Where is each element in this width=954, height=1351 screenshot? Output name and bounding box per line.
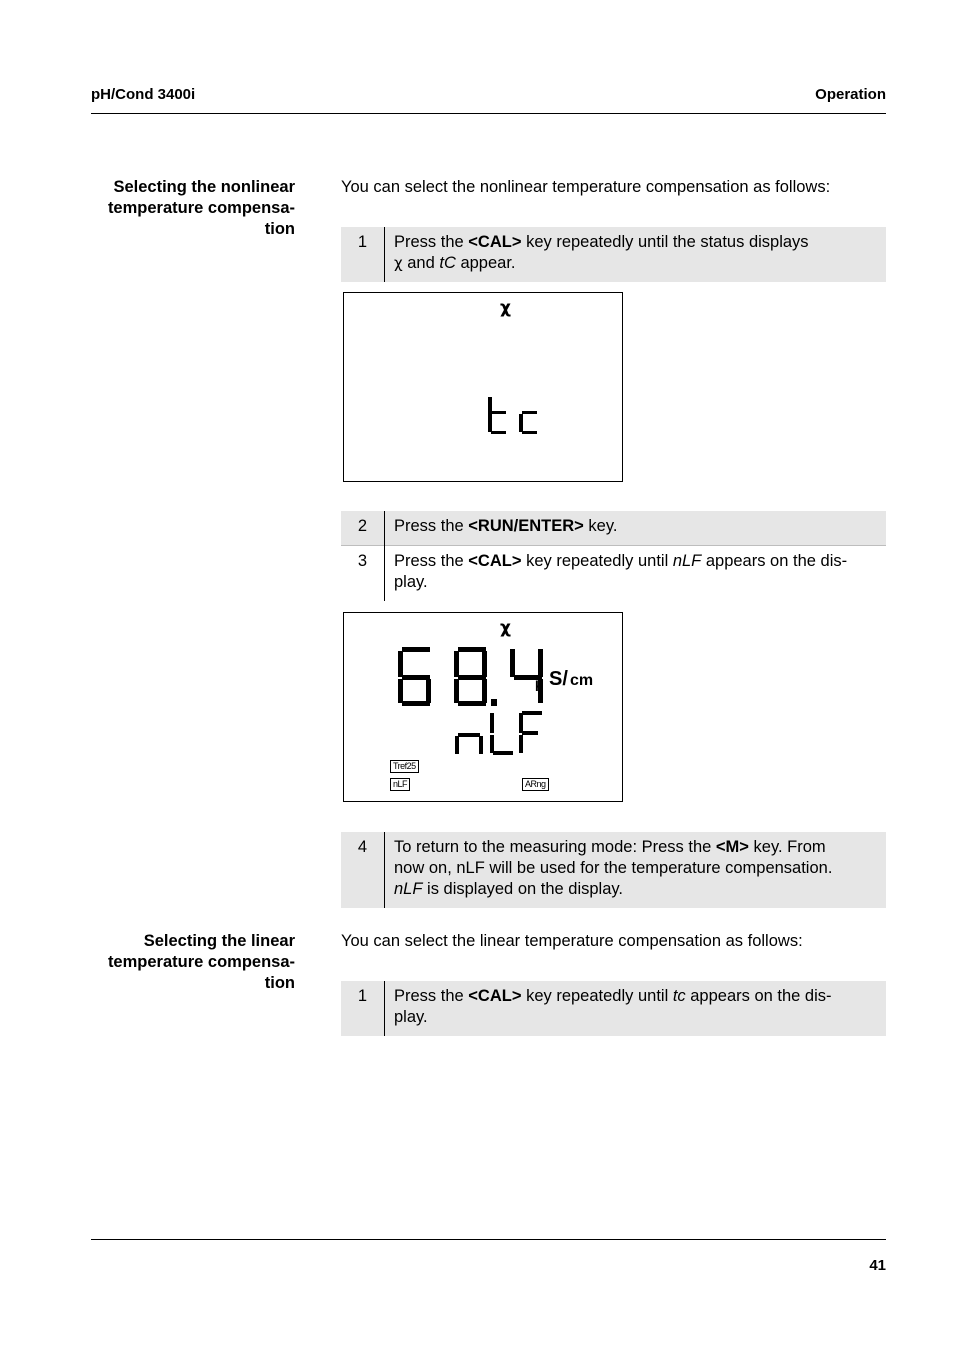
- unit-mu: µ: [535, 675, 544, 691]
- step-row: [341, 546, 886, 602]
- step-text: [385, 511, 887, 546]
- status-code: nLF: [672, 552, 702, 570]
- status-code: tC: [439, 254, 456, 272]
- lcd-symbol-x: χ: [500, 618, 511, 638]
- step-text-part: is displayed on the display.: [422, 880, 623, 898]
- side-title-line: Selecting the linear: [143, 932, 295, 950]
- page-number: 41: [869, 1257, 886, 1274]
- step-text-part: key repeatedly until: [521, 987, 673, 1005]
- step-text-part: now on, nLF will be used for the temperature compensation.: [394, 859, 833, 877]
- section1-side-title: [91, 177, 295, 240]
- side-title-line: Selecting the nonlinear: [113, 178, 295, 196]
- step-text-part: Press the: [394, 233, 469, 251]
- key-label: <CAL>: [468, 987, 522, 1005]
- lcd-tc-segments: [344, 293, 622, 481]
- step-row: [341, 511, 886, 546]
- tag-tref25: Tref25: [390, 760, 419, 773]
- step-text: [385, 981, 887, 1036]
- step-text-part: key. From: [748, 838, 826, 856]
- tag-nlf: nLF: [390, 778, 410, 791]
- side-title-line: temperature compensa-: [107, 199, 295, 217]
- step-number: 3: [341, 546, 385, 602]
- step-number: 1: [341, 981, 385, 1036]
- step-row: [341, 832, 886, 908]
- step-text: [385, 546, 887, 602]
- step-text-part: key.: [583, 517, 618, 535]
- key-label: <CAL>: [468, 552, 522, 570]
- lcd-symbol-x: χ: [500, 298, 511, 318]
- step-text-part: Press the: [394, 517, 469, 535]
- header-right: Operation: [815, 86, 886, 103]
- unit-cm: cm: [570, 672, 594, 689]
- section1-intro: You can select the nonlinear temperature compensation as follows:: [341, 178, 831, 196]
- step-text-part: To return to the measuring mode: Press the: [394, 838, 716, 856]
- temperature-compensation-icon: χ: [394, 254, 403, 272]
- status-code: nLF: [394, 880, 423, 898]
- key-label: <RUN/ENTER>: [468, 517, 584, 535]
- tag-arng: ARng: [522, 778, 549, 791]
- section2-intro: You can select the linear temperature compensation as follows:: [341, 932, 803, 950]
- step-row: [341, 981, 886, 1036]
- step-text: [385, 227, 887, 282]
- key-label: <M>: [715, 838, 749, 856]
- section2-side-title: [91, 931, 295, 994]
- step-text-part: and: [402, 254, 440, 272]
- step-text-part: key repeatedly until the status displays: [521, 233, 809, 251]
- lcd-display-tc: [343, 292, 623, 482]
- header-rule: [91, 113, 886, 114]
- unit-s: S/: [549, 668, 568, 690]
- header-left: pH/Cond 3400i: [91, 86, 196, 103]
- lcd-value-segments: [344, 613, 622, 801]
- step-text-part: Press the: [394, 987, 469, 1005]
- key-label: <CAL>: [468, 233, 522, 251]
- side-title-line: tion: [264, 220, 295, 238]
- footer-rule: [91, 1239, 886, 1240]
- step-text-part: appears on the dis-: [685, 987, 832, 1005]
- status-code: tc: [672, 987, 686, 1005]
- step-number: 4: [341, 832, 385, 908]
- step-text-part: play.: [394, 573, 428, 591]
- side-title-line: temperature compensa-: [107, 953, 295, 971]
- step-number: 1: [341, 227, 385, 282]
- step-row: [341, 227, 886, 282]
- step-number: 2: [341, 511, 385, 546]
- steps-table-a: [341, 227, 886, 282]
- step-text-part: play.: [394, 1008, 428, 1026]
- steps-table-d: [341, 981, 886, 1036]
- steps-table-c: [341, 832, 886, 908]
- step-text-part: appears on the dis-: [701, 552, 848, 570]
- step-text-part: key repeatedly until: [521, 552, 673, 570]
- step-text: [385, 832, 887, 908]
- step-text-part: appear.: [455, 254, 516, 272]
- lcd-display-nlf: [343, 612, 623, 802]
- side-title-line: tion: [264, 974, 295, 992]
- step-text-part: Press the: [394, 552, 469, 570]
- steps-table-b: [341, 511, 886, 601]
